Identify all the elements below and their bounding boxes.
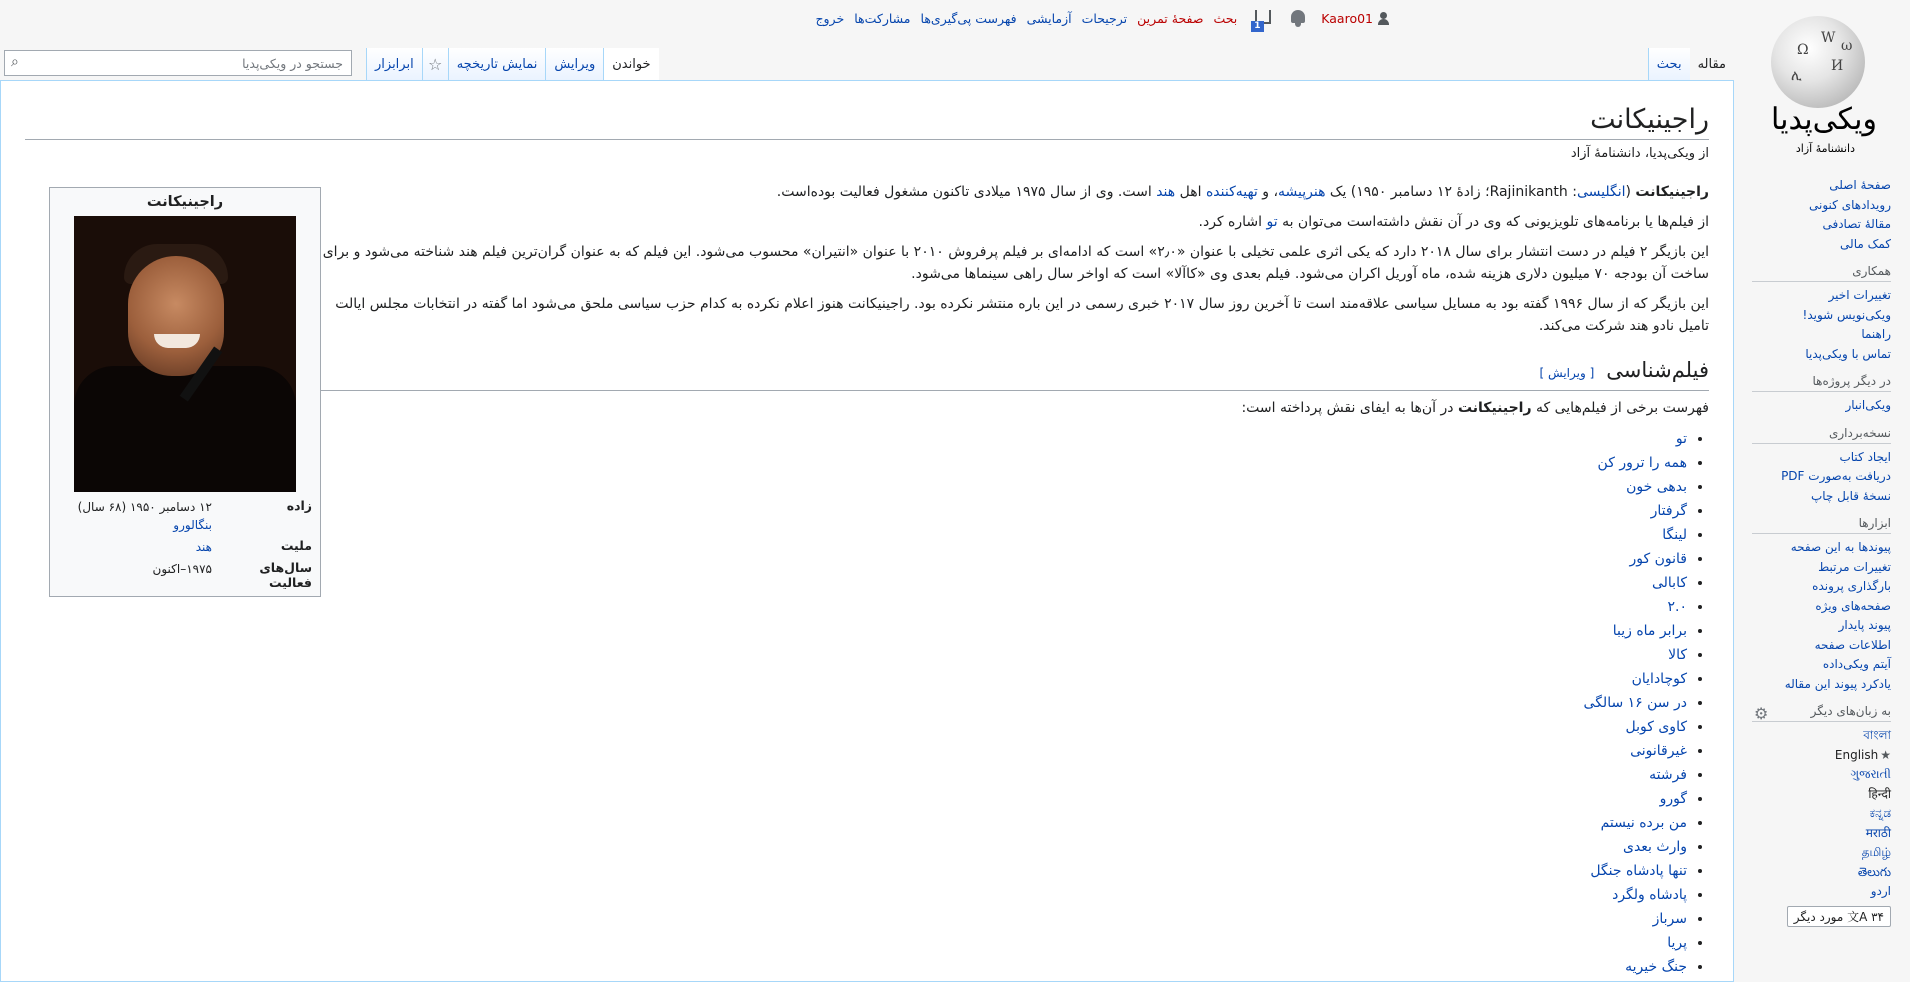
personal-links: [805, 11, 1237, 26]
infobox-row-active: [54, 558, 316, 592]
section-edit-text[interactable]: [ ویرایش ]: [1539, 366, 1595, 380]
personal-link-contributions[interactable]: مشارکت‌ها: [854, 10, 911, 26]
lang-marathi[interactable]: मराठी: [1865, 825, 1891, 840]
watch-star-icon[interactable]: ☆: [422, 48, 448, 80]
sidebar-heading-other-projects: در دیگر پروژه‌ها: [1752, 374, 1891, 392]
list-item: [25, 787, 1687, 811]
personal-link-beta[interactable]: آزمایشی: [1026, 10, 1072, 26]
p2-text-1: از فیلم‌ها یا برنامه‌های تلویزیونی که وی در آن نقش داشته‌است می‌توان به: [1277, 214, 1709, 230]
film-link[interactable]: پادشاه ولگرد: [1612, 887, 1687, 903]
intro-text-1: فهرست برخی از فیلم‌هایی که: [1531, 400, 1709, 416]
film-link[interactable]: تو: [1675, 431, 1687, 447]
sidebar-item-main-page[interactable]: صفحهٔ اصلی: [1829, 178, 1891, 192]
sidebar-item-cite[interactable]: یادکرد پیوند این مقاله: [1784, 676, 1891, 691]
sidebar-item-what-links-here[interactable]: پیوندها به این صفحه: [1790, 540, 1891, 554]
film-link[interactable]: قانون کور: [1629, 551, 1687, 567]
film-link[interactable]: گورو: [1659, 791, 1687, 807]
list-item: [25, 763, 1687, 787]
intro-text-2: در آن‌ها به ایفای نقش پرداخته است:: [1241, 400, 1458, 416]
site-logo[interactable]: [1734, 0, 1910, 160]
sidebar-heading-print: نسخه‌برداری: [1752, 426, 1891, 444]
personal-tools: [0, 0, 1910, 36]
article-content: [0, 80, 1734, 982]
sidebar-item-printable[interactable]: نسخهٔ قابل چاپ: [1810, 488, 1891, 503]
search-icon[interactable]: ⌕: [11, 54, 19, 70]
infobox-active-value: ۱۹۷۵–اکنون: [152, 562, 212, 576]
inbox-icon: [1251, 6, 1275, 30]
lang-tamil[interactable]: தமிழ்: [1861, 845, 1891, 859]
link-english-lang[interactable]: انگلیسی: [1576, 184, 1626, 200]
search-placeholder: جستجو در ویکی‌پدیا: [242, 55, 343, 71]
film-link[interactable]: کالا: [1668, 647, 1687, 663]
gear-icon[interactable]: ⚙: [1754, 704, 1769, 723]
film-link[interactable]: لینگا: [1662, 527, 1687, 543]
list-item: [25, 619, 1687, 643]
list-item: [25, 595, 1687, 619]
namespace-tabs: [1648, 48, 1734, 80]
alerts-button[interactable]: [1289, 8, 1307, 28]
logo-wordmark: ویکی‌پدیا: [1771, 102, 1877, 137]
list-item: [25, 835, 1687, 859]
sidebar-print: [1730, 426, 1910, 507]
lead-text-3: است. وی از سال ۱۹۷۵ میلادی تاکنون مشغول فعالیت بوده‌است.: [776, 184, 1157, 200]
infobox-nationality-link[interactable]: هند: [195, 540, 212, 554]
film-link[interactable]: پریا: [1667, 935, 1687, 951]
sidebar-item-recent-changes[interactable]: تغییرات اخیر: [1828, 288, 1891, 302]
more-languages-label: ۳۴ مورد دیگر: [1793, 909, 1884, 924]
translate-icon: 文A: [1847, 909, 1872, 924]
infobox-title: راجینیکانت: [146, 194, 224, 210]
sidebar-item-commons[interactable]: ویکی‌انبار: [1845, 398, 1891, 412]
lang-kannada[interactable]: ಕನ್ನಡ: [1869, 806, 1891, 820]
list-item: [25, 955, 1687, 979]
lang-hindi[interactable]: हिन्दी: [1868, 786, 1891, 801]
section-title: فیلم‌شناسی: [1606, 358, 1709, 382]
list-item: [25, 691, 1687, 715]
view-tabs: [0, 48, 659, 80]
infobox-row-born: [54, 496, 316, 536]
bell-icon: [1289, 8, 1307, 28]
sidebar-item-related-changes[interactable]: تغییرات مرتبط: [1818, 559, 1891, 574]
lang-english[interactable]: English: [1834, 747, 1879, 762]
film-link[interactable]: فرشته: [1649, 767, 1687, 783]
lead-text-1: ؛ زادهٔ ۱۲ دسامبر ۱۹۵۰) یک: [1325, 184, 1490, 200]
sidebar-heading-languages: [1752, 704, 1891, 722]
tab-history[interactable]: نمایش تاریخچه: [448, 48, 546, 80]
sidebar-item-permanent-link[interactable]: پیوند پایدار: [1838, 618, 1891, 632]
film-link[interactable]: وارث بعدی: [1623, 839, 1687, 855]
lead-paragraph: راجینیکانت (انگلیسی: Rajinikanth؛ زادهٔ ۱۲ دسامبر ۱۹۵۰) یک هنرپیشه، و تهیه‌کننده اهل هند است. وی از سال ۱۹۷۵ میلادی تاکنون مشغول فعالیت بوده‌است.: [776, 184, 1709, 200]
film-link[interactable]: کابالی: [1651, 575, 1687, 591]
languages-heading-text: به زبان‌های دیگر: [1810, 704, 1891, 718]
sidebar-item-create-book[interactable]: ایجاد کتاب: [1839, 449, 1891, 464]
film-link[interactable]: ۲.۰: [1667, 599, 1687, 615]
film-link[interactable]: من برده نیستم: [1600, 815, 1687, 831]
infobox-row-nationality: [54, 536, 316, 558]
tab-article[interactable]: مقاله: [1697, 56, 1726, 72]
foreign-name: : Rajinikanth: [1489, 184, 1577, 200]
film-link[interactable]: در سن ۱۶ سالگی: [1583, 695, 1687, 711]
infobox-nationality-label: ملیت: [280, 538, 312, 553]
paragraph-4: این بازیگر که از سال ۱۹۹۶ گفته بود به مسایل سیاسی علاقه‌مند است تا آخرین روز سال ۲۰۱۷ خبری رسمی در این باره منتشر نکرده بود. راجینیکانت هنوز اعلام نکرده به کدام حزب سیاسی ملحق می‌شود اما گفته در انتخابات مجلس ایالت تامیل نادو هند شرکت می‌کند.: [335, 296, 1709, 334]
sidebar-heading-interaction: همکاری: [1752, 264, 1891, 282]
personal-link-watchlist[interactable]: فهرست پی‌گیری‌ها: [920, 10, 1017, 26]
film-link[interactable]: کاوی کوبل: [1625, 719, 1687, 735]
infobox-born-label: زاده: [286, 498, 312, 513]
intro-bold: راجینیکانت: [1457, 400, 1532, 416]
portrait-image[interactable]: [74, 216, 296, 492]
sidebar-item-page-info[interactable]: اطلاعات صفحه: [1814, 637, 1891, 652]
film-link[interactable]: تنها پادشاه جنگل: [1590, 863, 1687, 879]
film-link[interactable]: برابر ماه زیبا: [1612, 623, 1687, 639]
infobox-active-label: سال‌های فعالیت: [259, 560, 312, 590]
sidebar-item-contact[interactable]: تماس با ویکی‌پدیا: [1805, 346, 1891, 361]
sidebar-heading-tools: ابزارها: [1752, 516, 1891, 534]
site-subtitle: از ویکی‌پدیا، دانشنامهٔ آزاد: [1570, 146, 1709, 161]
section-edit-link[interactable]: [1540, 366, 1595, 380]
sidebar-item-upload[interactable]: بارگذاری پرونده: [1812, 579, 1891, 593]
film-link[interactable]: بدهی خون: [1626, 479, 1687, 495]
sidebar-other-projects: [1730, 374, 1910, 416]
sidebar-item-random[interactable]: مقالهٔ تصادفی: [1822, 217, 1891, 231]
link-film-tu[interactable]: تو: [1266, 214, 1278, 230]
list-item: [25, 811, 1687, 835]
link-producer[interactable]: تهیه‌کننده: [1205, 184, 1258, 200]
lang-urdu[interactable]: اردو: [1870, 884, 1891, 898]
sidebar-item-special-pages[interactable]: صفحه‌های ویژه: [1815, 598, 1891, 613]
film-link[interactable]: غیرقانونی: [1630, 743, 1687, 759]
infobox-born-place-link[interactable]: بنگالورو: [173, 518, 212, 532]
list-item: [25, 931, 1687, 955]
lead-text-2: اهل: [1175, 184, 1206, 200]
film-link[interactable]: سرباز: [1652, 911, 1687, 927]
lang-gujarati[interactable]: ગુજરાતી: [1850, 767, 1891, 781]
notice-badge: 1: [1251, 21, 1263, 32]
tab-edit[interactable]: ویرایش: [545, 48, 603, 80]
tools-menu[interactable]: ابرابزار: [366, 48, 422, 80]
tab-read[interactable]: خواندن: [603, 48, 658, 80]
user-icon: [1377, 12, 1390, 25]
personal-link-logout[interactable]: خروج: [815, 10, 845, 26]
section-heading-filmography: [321, 353, 1709, 391]
film-link[interactable]: کوچادایان: [1631, 671, 1687, 687]
sidebar-item-download-pdf[interactable]: دریافت به‌صورت PDF: [1781, 469, 1891, 483]
film-link[interactable]: گرفتار: [1650, 503, 1687, 519]
paragraph-3: این بازیگر ۲ فیلم در دست انتشار برای سال ۲۰۱۸ دارد که یکی اثری علمی تخیلی با عنوان «۲٫۰» است که ادامه‌ای بر فیلم پرفروش ۲۰۱۰ با عنوان «انتیران» محسوب می‌شود. این فیلم که به عنوان گران‌ترین فیلم هند شناخته می‌شود و برای ساخت آن بودجه ۷۰ میلیون دلاری هزینه شده، ماه آوریل اکران می‌شود. فیلم بعدی وی «کاآلا» است که اواخر سال راهی سینماها می‌شود.: [322, 244, 1709, 282]
infobox-table: [54, 496, 316, 592]
list-item: [25, 715, 1687, 739]
page-tabs-bar: [0, 38, 1734, 80]
personal-link-sandbox[interactable]: صفحهٔ تمرین: [1137, 10, 1204, 26]
list-item: [25, 643, 1687, 667]
list-item: [25, 907, 1687, 931]
sidebar-navigation: [1730, 176, 1910, 254]
user-page-link[interactable]: [1321, 11, 1390, 26]
personal-link-talk[interactable]: بحث: [1213, 10, 1238, 26]
lang-bengali[interactable]: বাংলা: [1863, 728, 1891, 742]
lead-sep: ، و: [1257, 184, 1279, 200]
more-languages-button[interactable]: [1787, 906, 1891, 927]
lang-telugu[interactable]: తెలుగు: [1857, 864, 1891, 879]
link-actor[interactable]: هنرپیشه: [1278, 184, 1326, 200]
sidebar: [1730, 176, 1910, 937]
search-input[interactable]: [4, 50, 352, 76]
sidebar-item-wikidata[interactable]: آیتم ویکی‌داده: [1822, 657, 1891, 671]
page-title: راجینیکانت: [25, 101, 1709, 140]
lead-bold-name: راجینیکانت: [1635, 184, 1709, 200]
list-item: [25, 739, 1687, 763]
sidebar-languages: [1730, 704, 1910, 927]
username[interactable]: Kaaro01: [1321, 10, 1373, 26]
infobox-born-value: ۱۲ دسامبر ۱۹۵۰ (۶۸ سال): [77, 500, 212, 514]
sidebar-interaction: [1730, 264, 1910, 364]
sidebar-item-community[interactable]: ویکی‌نویس شوید!: [1802, 307, 1891, 322]
personal-link-preferences[interactable]: ترجیحات: [1081, 10, 1128, 26]
sidebar-item-help[interactable]: راهنما: [1861, 327, 1891, 341]
infobox: [49, 187, 321, 597]
film-link[interactable]: جنگ خیریه: [1625, 959, 1687, 975]
list-item: [25, 859, 1687, 883]
list-item: [25, 667, 1687, 691]
sidebar-item-donate[interactable]: کمک مالی: [1840, 236, 1891, 251]
p2-text-2: اشاره کرد.: [1198, 214, 1267, 230]
puzzle-globe-icon: Ω W И ሊ ω: [1771, 16, 1865, 108]
sidebar-item-current-events[interactable]: رویدادهای کنونی: [1809, 197, 1891, 212]
film-link[interactable]: همه را ترور کن: [1597, 455, 1687, 471]
link-india[interactable]: هند: [1156, 184, 1176, 200]
featured-star-icon: ★: [1880, 747, 1891, 762]
list-item: [25, 883, 1687, 907]
sidebar-tools: [1730, 516, 1910, 694]
notices-button[interactable]: [1251, 6, 1275, 30]
tab-talk[interactable]: بحث: [1648, 48, 1690, 80]
logo-tagline: دانشنامهٔ آزاد: [1795, 142, 1855, 155]
